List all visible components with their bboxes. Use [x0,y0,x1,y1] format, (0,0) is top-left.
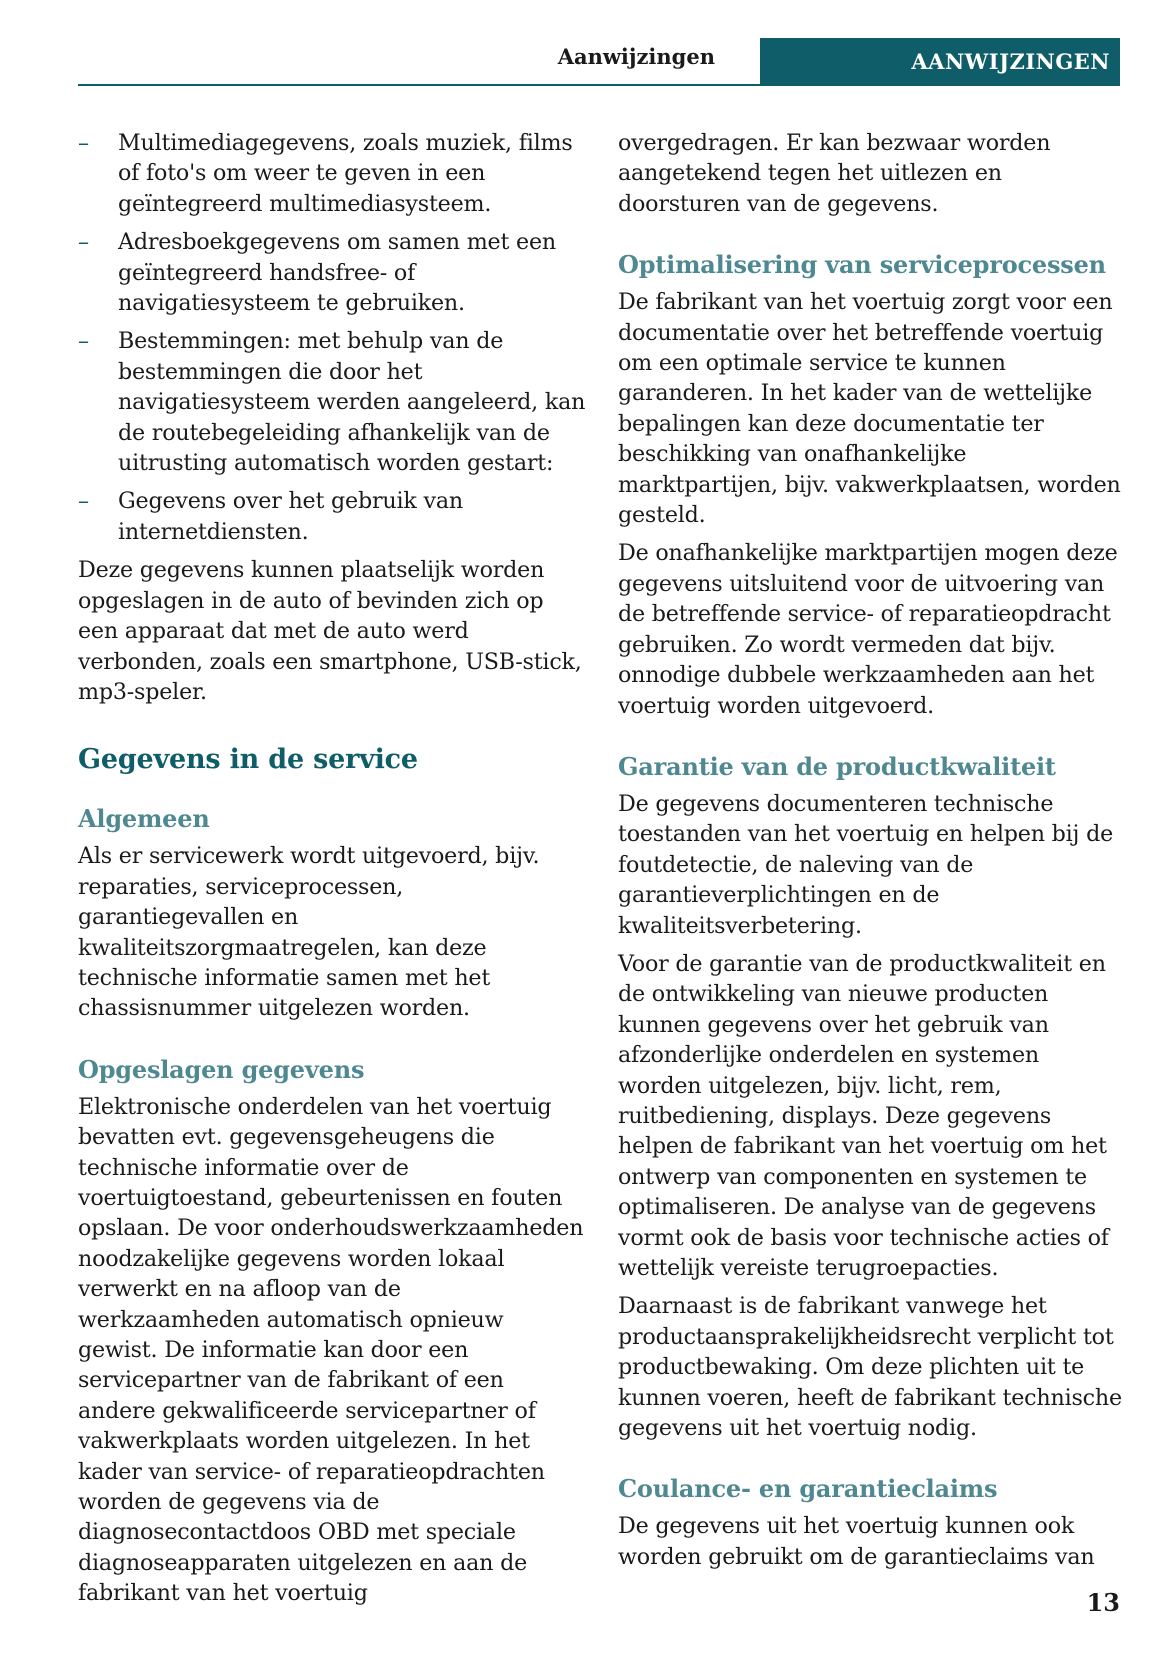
subheading-service-optimization: Optimalisering van serviceprocessen [618,250,1106,280]
list-item-text: Adresboekgegevens om samen met een geïntegreerd handsfree- of navigatiesysteem te gebruiken. [118,229,557,317]
list-item [78,227,586,318]
list-item [78,486,586,547]
subheading-stored-data: Opgeslagen gegevens [78,1054,365,1084]
dash-bullet: – [78,328,89,355]
left-column [78,128,586,1617]
quality-paragraph-3: Daarnaast is de fabrikant vanwege het productaansprakelijkheidsrecht verplicht tot productbewaking. Om deze plichten uit te kunnen voeren, heeft de fabrikant technische gegevens uit het voertuig nodig. [618,1293,1122,1442]
data-type-list [78,128,586,547]
list-item-text: Bestemmingen: met behulp van de bestemmingen die door het navigatiesysteem werden aangeleerd, kan de routebegeleiding afhankelijk van de uitrusting automatisch worden gestart: [118,328,586,477]
right-column [618,128,1126,1580]
list-item-text: Multimediagegevens, zoals muziek, films of foto's om weer te geven in een geïntegreerd multimediasysteem. [118,130,573,217]
stored-data-paragraph: Elektronische onderdelen van het voertuig bevatten evt. gegevensgeheugens die technische informatie over de voertuigtoestand, gebeurtenissen en fouten opslaan. De voor onderhoudswerkzaamheden noodzakelijke gegevens worden lokaal verwerkt en na afloop van de werkzaamheden automatisch opnieuw gewist. De informatie kan door een servicepartner van de fabrikant of een andere gekwalificeerde servicepartner of vakwerkplaats worden uitgelezen. In het kader van service- of reparatieopdrachten worden de gegevens via de diagnosecontactdoos OBD met speciale diagnoseapparaten uitgelezen en aan de fabrikant van het voertuig [78,1093,584,1607]
chapter-title: Aanwijzingen [557,44,715,69]
dash-bullet: – [78,229,89,256]
list-item [78,326,586,478]
list-item [78,128,586,219]
optimization-paragraph-1: De fabrikant van het voertuig zorgt voor een documentatie over het betreffende voertuig om een optimale service te kunnen garanderen. In het kader van de wettelijke bepalingen kan deze documentatie ter beschikking van onafhankelijke marktpartijen, bijv. vakwerkplaatsen, worden gesteld. [618,289,1121,529]
optimization-paragraph-2: De onafhankelijke marktpartijen mogen deze gegevens uitsluitend voor de uitvoering van de betreffende service- of reparatieopdracht gebruiken. Zo wordt vermeden dat bijv. onnodige dubbele werkzaamheden aan het voertuig worden uitgevoerd. [618,540,1118,719]
dash-bullet: – [78,130,89,156]
list-item-text: Gegevens over het gebruik van internetdiensten. [118,488,463,545]
header-rule [78,84,1120,86]
page-number: 13 [1086,1588,1120,1617]
continued-paragraph: overgedragen. Er kan bezwaar worden aangetekend tegen het uitlezen en doorsturen van de gegevens. [618,130,1051,217]
quality-paragraph-1: De gegevens documenteren technische toestanden van het voertuig en helpen bij de foutdetectie, de naleving van de garantieverplichtingen en de kwaliteitsverbetering. [618,790,1114,939]
claims-paragraph: De gegevens uit het voertuig kunnen ook worden gebruikt om de garantieclaims van [618,1513,1095,1570]
subheading-warranty-claims: Coulance- en garantieclaims [618,1474,998,1504]
section-heading-service: Gegevens in de service [78,744,418,776]
section-tab: AANWIJZINGEN [760,38,1120,85]
subheading-general: Algemeen [78,804,210,834]
quality-paragraph-2: Voor de garantie van de productkwaliteit en de ontwikkeling van nieuwe producten kunnen gegevens over het gebruik van afzonderlijke onderdelen en systemen worden uitgelezen, bijv. licht, rem, ruitbediening, displays. Deze gegevens helpen de fabrikant van het voertuig om het ontwerp van componenten en systemen te optimaliseren. De analyse van de gegevens vormt ook de basis voor technische acties of wettelijk vereiste terugroepacties. [618,950,1109,1281]
dash-bullet: – [78,488,89,515]
storage-paragraph: Deze gegevens kunnen plaatselijk worden opgeslagen in de auto of bevinden zich op een apparaat dat met de auto werd verbonden, zoals een smartphone, USB-stick, mp3-speler. [78,557,582,705]
subheading-product-quality: Garantie van de productkwaliteit [618,751,1056,781]
general-paragraph: Als er servicewerk wordt uitgevoerd, bijv. reparaties, serviceprocessen, garantiegevallen en kwaliteitszorgmaatregelen, kan deze technische informatie samen met het chassisnummer uitgelezen worden. [78,843,540,1022]
